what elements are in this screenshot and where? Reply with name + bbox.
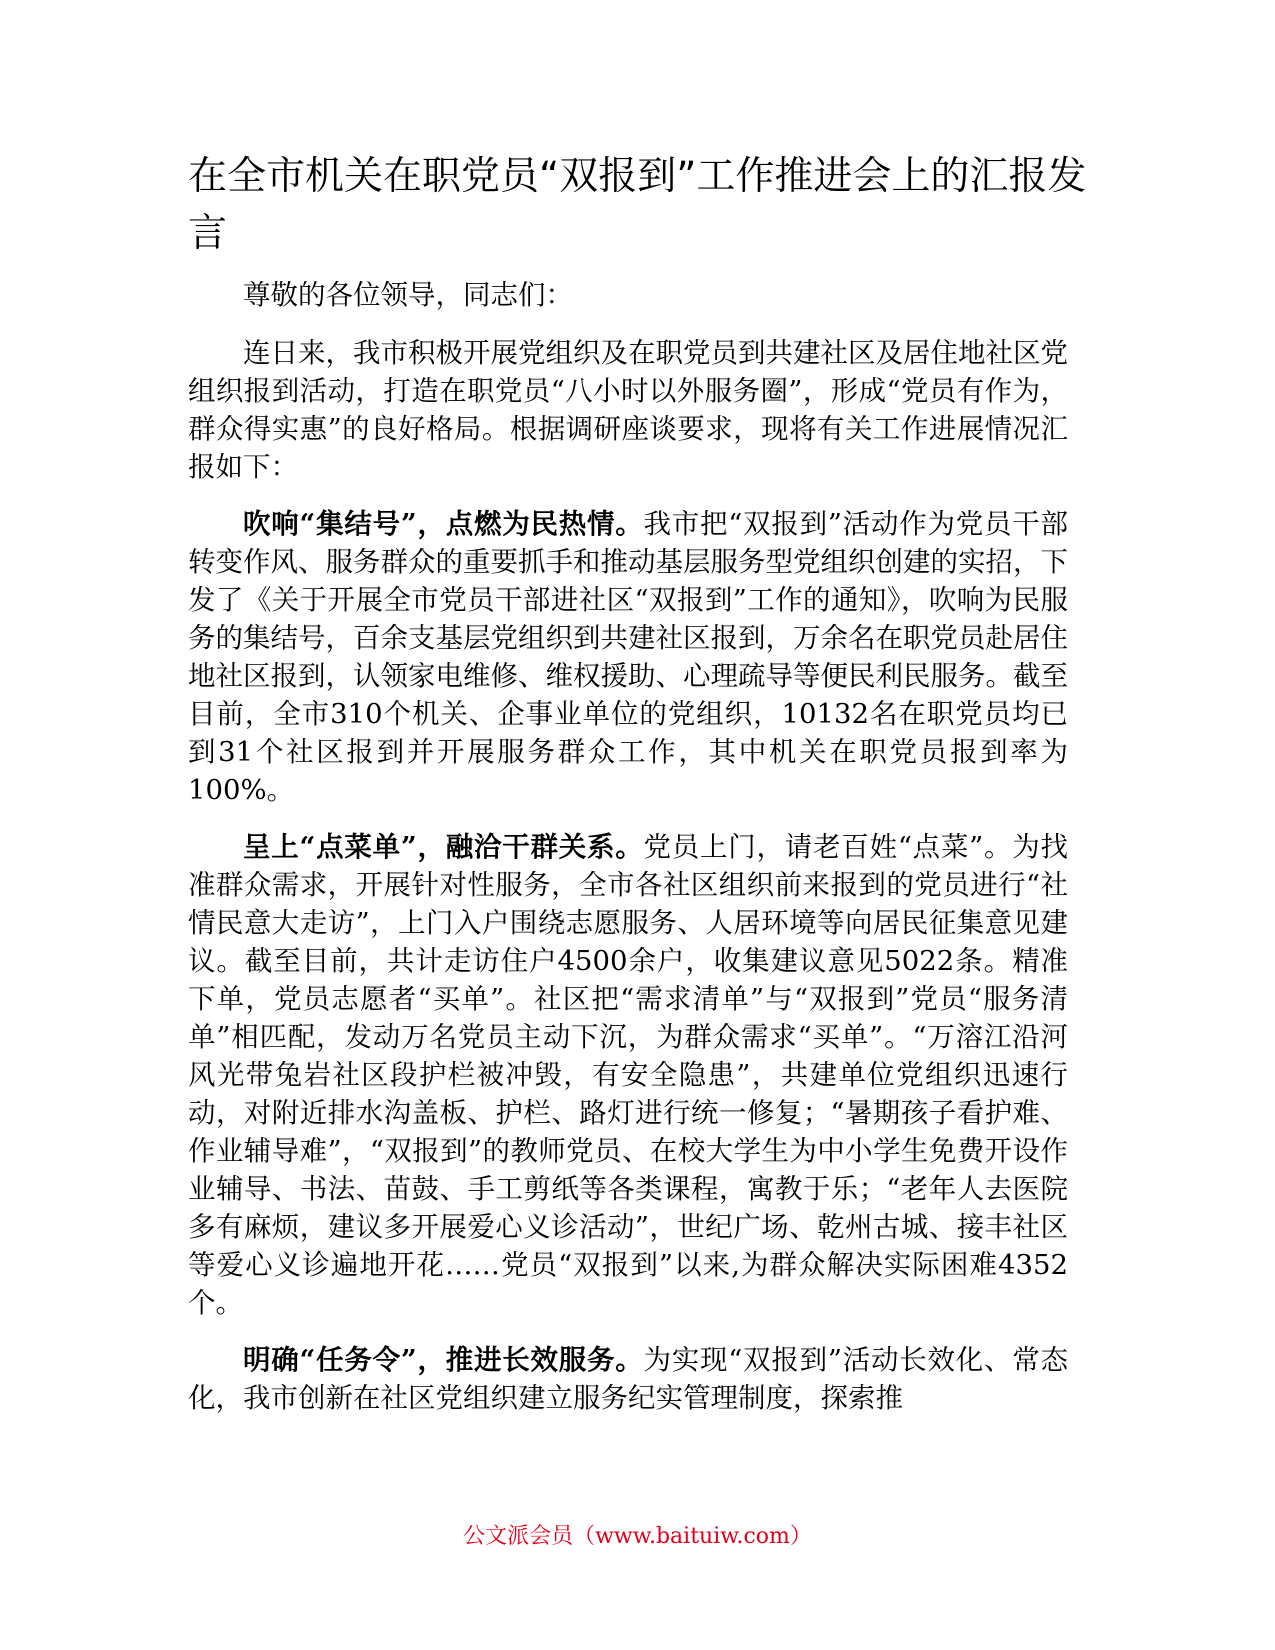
paragraph-section-2	[188, 828, 1068, 1322]
paragraph-text: 连日来，我市积极开展党组织及在职党员到共建社区及居住地社区党组织报到活动，打造在职党员“八小时以外服务圈”，形成“党员有作为，群众得实惠”的良好格局。根据调研座谈要求，现将有关工作进展情况汇报如下：	[188, 337, 1068, 483]
paragraph-section-3	[188, 1341, 1068, 1417]
document-title: 在全市机关在职党员“双报到”工作推进会上的汇报发言	[188, 154, 1087, 256]
paragraph-text: 党员上门，请老百姓“点菜”。为找准群众需求，开展针对性服务，全市各社区组织前来报到的党员进行“社情民意大走访”，上门入户围绕志愿服务、人居环境等向居民征集意见建议。截至目前，共计走访住户4500余户，收集建议意见5022条。精准下单，党员志愿者“买单”。社区把“需求清单”与“双报到”党员“服务清单”相匹配，发动万名党员主动下沉，为群众需求“买单”。“万溶江沿河风光带兔岩社区段护栏被冲毁，有安全隐患”，共建单位党组织迅速行动，对附近排水沟盖板、护栏、路灯进行统一修复；“暑期孩子看护难、作业辅导难”，“双报到”的教师党员、在校大学生为中小学生免费开设作业辅导、书法、苗鼓、手工剪纸等各类课程，寓教于乐；“老年人去医院多有麻烦，建议多开展爱心义诊活动”，世纪广场、乾州古城、接丰社区等爱心义诊遍地开花……党员“双报到”以来,为群众解决实际困难4352个。	[188, 831, 1068, 1319]
section-heading: 明确“任务令”，推进长效服务。	[243, 1344, 644, 1376]
document-body	[188, 276, 1068, 1436]
section-heading: 吹响“集结号”，点燃为民热情。	[243, 508, 644, 540]
section-heading: 呈上“点菜单”，融洽干群关系。	[243, 831, 644, 863]
footer-watermark: 公文派会员（www.baituiw.com）	[463, 1524, 812, 1549]
paragraph-text: 为实现“双报到”活动长效化、常态化，我市创新在社区党组织建立服务纪实管理制度，探索推	[188, 1344, 1068, 1414]
paragraph-text: 我市把“双报到”活动作为党员干部转变作风、服务群众的重要抓手和推动基层服务型党组织创建的实招，下发了《关于开展全市党员干部进社区“双报到”工作的通知》，吹响为民服务的集结号，百余支基层党组织到共建社区报到，万余名在职党员赴居住地社区报到，认领家电维修、维权援助、心理疏导等便民利民服务。截至目前，全市310个机关、企事业单位的党组织，10132名在职党员均已到31个社区报到并开展服务群众工作，其中机关在职党员报到率为100%。	[188, 508, 1068, 806]
paragraph-section-1	[188, 505, 1068, 809]
paragraph-intro	[188, 334, 1068, 486]
salutation: 尊敬的各位领导，同志们：	[243, 279, 573, 311]
